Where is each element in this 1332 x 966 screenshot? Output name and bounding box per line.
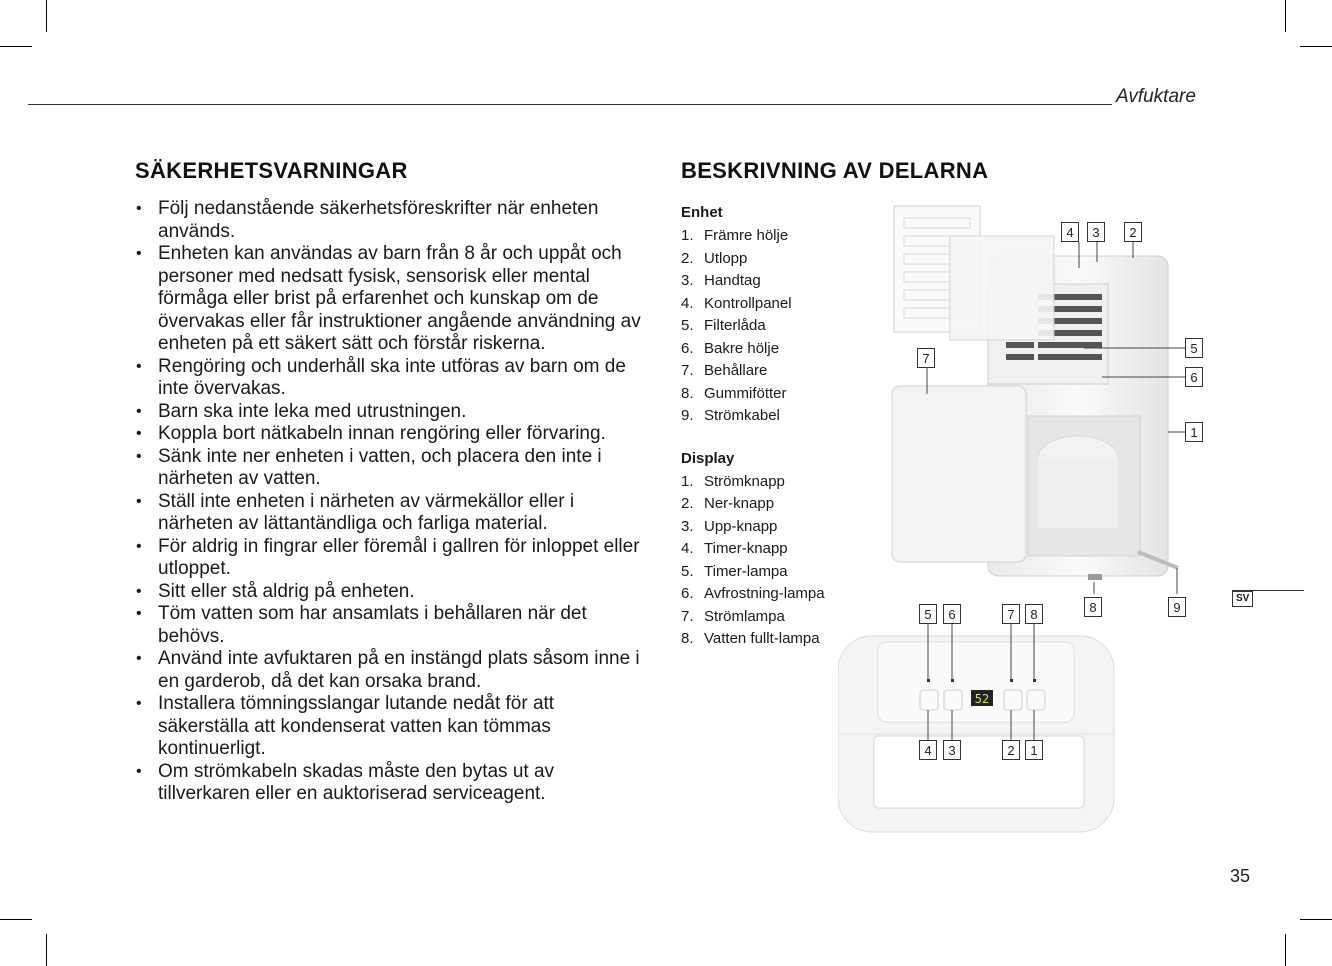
dehumidifier-illustration [838,196,1208,836]
callout-display-4: 4 [919,740,937,760]
safety-item: • Koppla bort nätkabeln innan rengöring eller förvaring. [135,423,650,446]
list-item: 5. Timer-lampa [681,562,788,580]
list-item: 7. Strömlampa [681,607,785,625]
safety-item: • Använd inte avfuktaren på en instängd plats såsom inne i en garderob, då det kan orsaka brand. [135,648,650,693]
list-item: 3. Handtag [681,272,761,289]
safety-heading: SÄKERHETSVARNINGAR [135,158,408,183]
callout-3: 3 [1087,222,1105,242]
list-item: 7. Behållare [681,362,768,379]
list-item: 2. Utlopp [681,249,748,267]
safety-item: • För aldrig in fingrar eller föremål i gallren för inloppet eller utloppet. [135,536,650,581]
safety-item: • Barn ska inte leka med utrustningen. [135,401,650,424]
crop-mark [0,919,32,920]
header-rule [28,104,1112,105]
crop-mark [1300,919,1332,920]
callout-display-8: 8 [1025,604,1043,624]
callout-display-3: 3 [943,740,961,760]
list-item: 3. Upp-knapp [681,517,778,535]
crop-mark [1285,934,1286,966]
list-item: 1. Främre hölje [681,227,789,244]
callout-1: 1 [1185,422,1203,442]
parts-section [681,158,989,651]
safety-item: • Om strömkabeln skadas måste den bytas ut av tillverkaren eller en auktoriserad serviceagent. [135,761,650,806]
dehumidifier-diagram [838,196,1208,836]
safety-item: • Enheten kan användas av barn från 8 år och uppåt och personer med nedsatt fysisk, sensorisk eller mental förmåga eller brist på erfarenhet och kunskap om de övervakas eller får instruktioner angående användning av enheten på ett säkert sätt och förstår riskerna. [135,243,650,356]
crop-mark [1285,0,1286,32]
list-item: 5. Filterlåda [681,317,766,334]
unit-heading: Enhet [681,204,723,221]
safety-item: • Installera tömningsslangar lutande nedåt för att säkerställa att kondenserat vatten kan tömmas kontinuerligt. [135,693,650,761]
safety-item: • Töm vatten som har ansamlats i behållaren när det behövs. [135,603,650,648]
list-item: 8. Gummifötter [681,384,787,402]
callout-display-6: 6 [943,604,961,624]
list-item: 2. Ner-knapp [681,495,775,512]
safety-item: • Sitt eller stå aldrig på enheten. [135,581,650,604]
safety-list [135,198,650,806]
callout-display-7: 7 [1002,604,1020,624]
safety-item: • Rengöring och underhåll ska inte utföras av barn om de inte övervakas. [135,356,650,401]
callout-6: 6 [1185,367,1203,387]
safety-item: • Ställ inte enheten i närheten av värmekällor eller i närheten av lättantändliga och farliga material. [135,491,650,536]
page-number: 35 [1230,866,1251,886]
list-item: 8. Vatten fullt-lampa [681,630,820,647]
display-heading: Display [681,449,735,467]
crop-mark [0,46,32,47]
header-title: Avfuktare [1116,86,1196,107]
callout-8: 8 [1084,597,1102,617]
safety-section [135,158,650,806]
crop-mark [1300,46,1332,47]
list-item: 6. Avfrostning-lampa [681,585,825,602]
parts-heading: BESKRIVNING AV DELARNA [681,158,989,183]
callout-display-2: 2 [1002,740,1020,760]
safety-item: • Sänk inte ner enheten i vatten, och placera den inte i närheten av vatten. [135,446,650,491]
callout-2: 2 [1124,222,1142,242]
callout-9: 9 [1168,597,1186,617]
safety-item: • Följ nedanstående säkerhetsföreskrifter när enheten används. [135,198,650,243]
display-readout: 52 [974,692,990,706]
callout-display-5: 5 [919,604,937,624]
list-item: 6. Bakre hölje [681,339,780,357]
callout-7: 7 [917,348,935,368]
callout-display-1: 1 [1025,740,1043,760]
list-item: 1. Strömknapp [681,472,785,490]
callout-4: 4 [1061,222,1079,242]
unit-parts-list [681,225,861,428]
list-item: 4. Timer-knapp [681,540,788,557]
list-item: 4. Kontrollpanel [681,294,792,312]
crop-mark [46,934,47,966]
crop-mark [46,0,47,32]
list-item: 9. Strömkabel [681,407,780,424]
callout-5: 5 [1185,338,1203,358]
display-parts-list [681,471,861,651]
language-badge: SV [1232,591,1253,607]
